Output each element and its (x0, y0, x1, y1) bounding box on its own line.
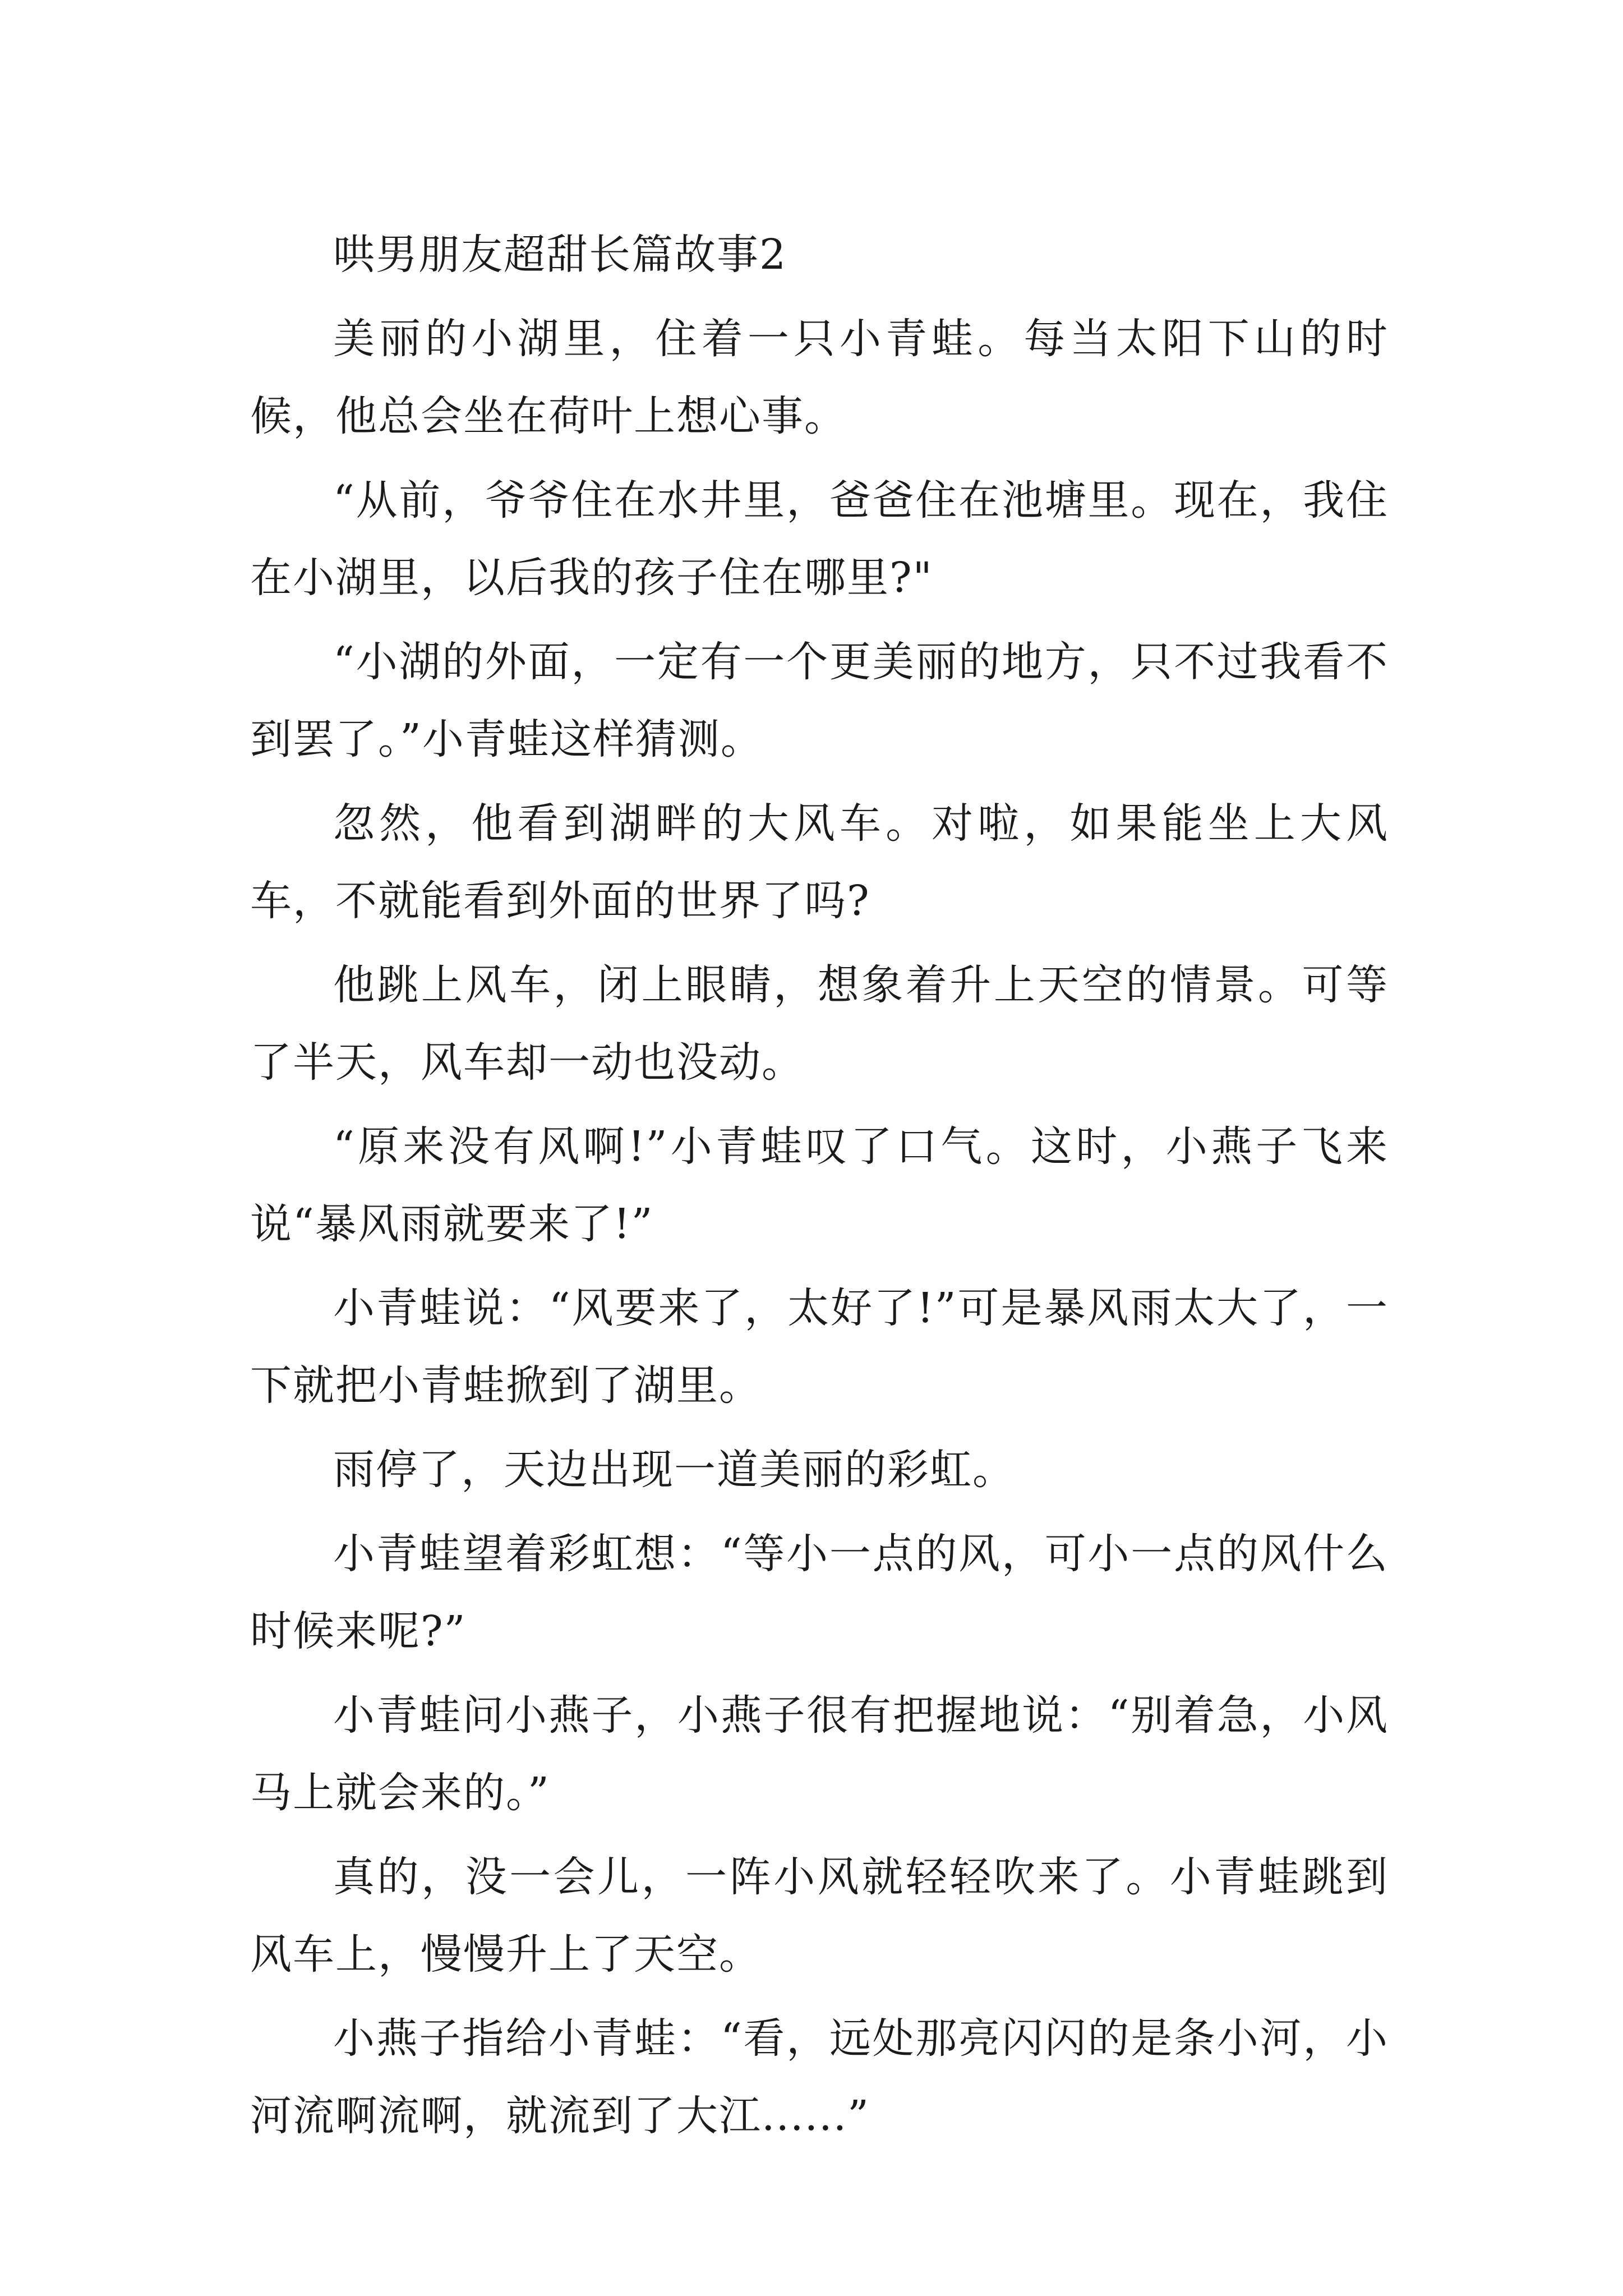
paragraph: “从前，爷爷住在水井里，爸爸住在池塘里。现在，我住在小湖里，以后我的孩子住在哪里?" (250, 476, 1389, 602)
paragraph: “小湖的外面，一定有一个更美丽的地方，只不过我看不到罢了。”小青蛙这样猜测。 (250, 638, 1389, 763)
paragraph: 小青蛙望着彩虹想：“等小一点的风，可小一点的风什么时候来呢?” (250, 1530, 1389, 1655)
paragraph: 他跳上风车，闭上眼睛，想象着升上天空的情景。可等了半天，风车却一动也没动。 (250, 961, 1389, 1087)
document-title: 哄男朋友超甜长篇故事2 (333, 231, 787, 279)
paragraph: 美丽的小湖里，住着一只小青蛙。每当太阳下山的时候，他总会坐在荷叶上想心事。 (250, 315, 1389, 440)
document-body (250, 216, 1389, 2161)
paragraph: 小青蛙说：“风要来了，太好了!”可是暴风雨太大了，一下就把小青蛙掀到了湖里。 (250, 1284, 1389, 1410)
paragraph: “原来没有风啊!”小青蛙叹了口气。这时，小燕子飞来说“暴风雨就要来了!” (250, 1122, 1389, 1248)
paragraph: 忽然，他看到湖畔的大风车。对啦，如果能坐上大风车，不就能看到外面的世界了吗? (250, 799, 1389, 925)
paragraph: 小燕子指给小青蛙：“看，远处那亮闪闪的是条小河，小河流啊流啊，就流到了大江......” (250, 2014, 1389, 2140)
paragraph: 雨停了，天边出现一道美丽的彩虹。 (333, 1446, 1015, 1494)
paragraph: 小青蛙问小燕子，小燕子很有把握地说：“别着急，小风马上就会来的。” (250, 1691, 1389, 1817)
paragraph: 真的，没一会儿，一阵小风就轻轻吹来了。小青蛙跳到风车上，慢慢升上了天空。 (250, 1853, 1389, 1978)
